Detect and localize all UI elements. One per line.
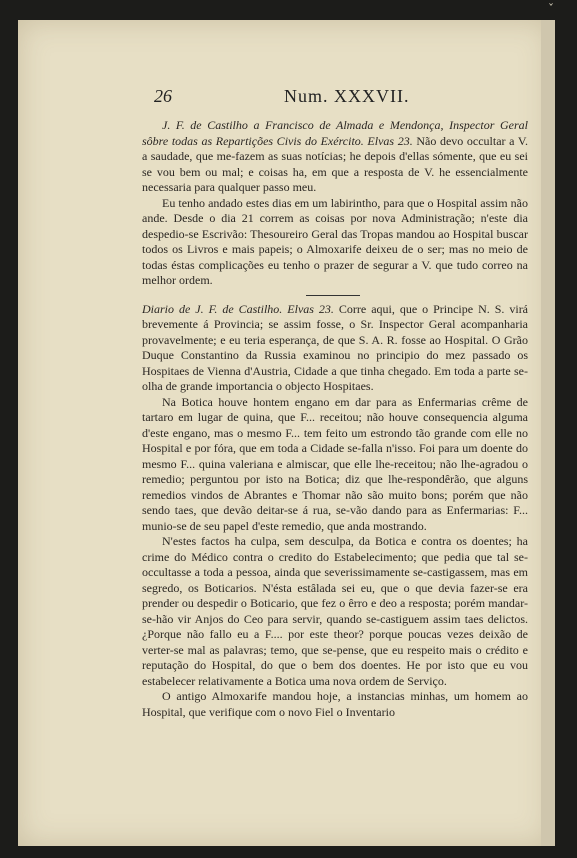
- running-title: Num. XXXVII.: [284, 86, 410, 106]
- letter-text-1: Não devo occultar a V. a saudade, que me-fazem as suas notícias; he depois d'ellas sómente, que eu sei se vou bem ou mal; e coisas ha, em que a resposta de V. he essencialmente necessaria para qualquer passo meu.: [142, 133, 528, 194]
- letter-paragraph-1: [142, 118, 528, 196]
- diary-paragraph-2: Na Botica houve hontem engano em dar para as Enfermarias crême de tartaro em lugar de quina, que F... receitou; não houve consequencia alguma d'este engano, mas o mesmo F... tem feito um estrondo tão grande com elle no Hospital e por fóra, que em toda a Cidade se-falla n'isso. Foi para um doente do mesmo F... quina valeriana e almiscar, que elle lhe-receitou; não lhe-agradou o remedio; perguntou por isto na Botica; diz que lhe-respondêrão, que alguns remedios vindos de Abrantes e Thomar não são muito bons; porém que não sendo taes, que devão deitar-se á rua, se-vão dando para as Enfermarias: F... munio-se de seu papel d'este remedio, que anda mostrando.: [142, 394, 528, 533]
- letter-heading: J. F. de Castilho a Francisco de Almada e Mendonça, Inspector Geral sôbre todas as Repartições Civis do Exército. Elvas 23.: [142, 118, 528, 148]
- letter-paragraph-2: Eu tenho andado estes dias em um labirintho, para que o Hospital assim não ande. Desde o dia 21 correm as coisas por nova Administração; n'este dia despedio-se Escrivão: Thesoureiro Geral das Tropas mandou ao Hospital buscar todos os Livros e mais papeis; o Almoxarife deixeu de o ser; mas no meio de todas éstas complicações eu tenho o prazer de segurar a V. que tudo correo na melhor ordem.: [142, 195, 528, 287]
- page-edge: [541, 20, 555, 846]
- diary-paragraph-3: N'estes factos ha culpa, sem desculpa, da Botica e contra os doentes; ha crime do Médico contra o credito do Estabelecimento; que pedia que tal se-occultasse a toda a pessoa, ainda que severissimamente se-castigassem, mas em segredo, os Boticarios. N'ésta estâlada sei eu, que o que devia fazer-se era prender ou despedir o Boticario, que fez o êrro e deo a resposta; porém mandar-se-hão vir Anjos do Ceo para servir, quando se-castiguem assim taes delictos. ¿Porque não fallo eu a F.... por este theor? porque poucas vezes deixão de verter-se mal as palavras; temo, que se-pense, que eu respeito mais o crédito e reputação do Hospital, do que o bem dos doentes. He por isto que eu vou estabelecer relativamente a Botica uma nova ordem de Serviço.: [142, 534, 528, 688]
- diary-heading: Diario de J. F. de Castilho. Elvas 23.: [142, 301, 334, 316]
- diary-paragraph-1: [142, 302, 528, 395]
- page-number: 26: [154, 86, 172, 106]
- section-divider: [306, 295, 360, 296]
- diary-text-1: Corre aqui, que o Principe N. S. virá brevemente á Provincia; se assim fosse, o Sr. Inspector Geral acompanharia provavelmente; e eu teria esperança, de que S. A. R. fosse ao Hospital. O Grão Duque Constantino da Russia examinou no principio do mez passado os Hospitaes de Vienna d'Austria, Cidade a que tinha chegado. Em toda a parte se-olha de grande importancia o objecto Hospitaes.: [142, 301, 529, 393]
- page-body: [142, 118, 528, 720]
- corner-mark: ˇ: [548, 2, 554, 16]
- diary-paragraph-4: O antigo Almoxarife mandou hoje, a instancias minhas, um homem ao Hospital, que verifique com o novo Fiel o Inventario: [142, 689, 528, 719]
